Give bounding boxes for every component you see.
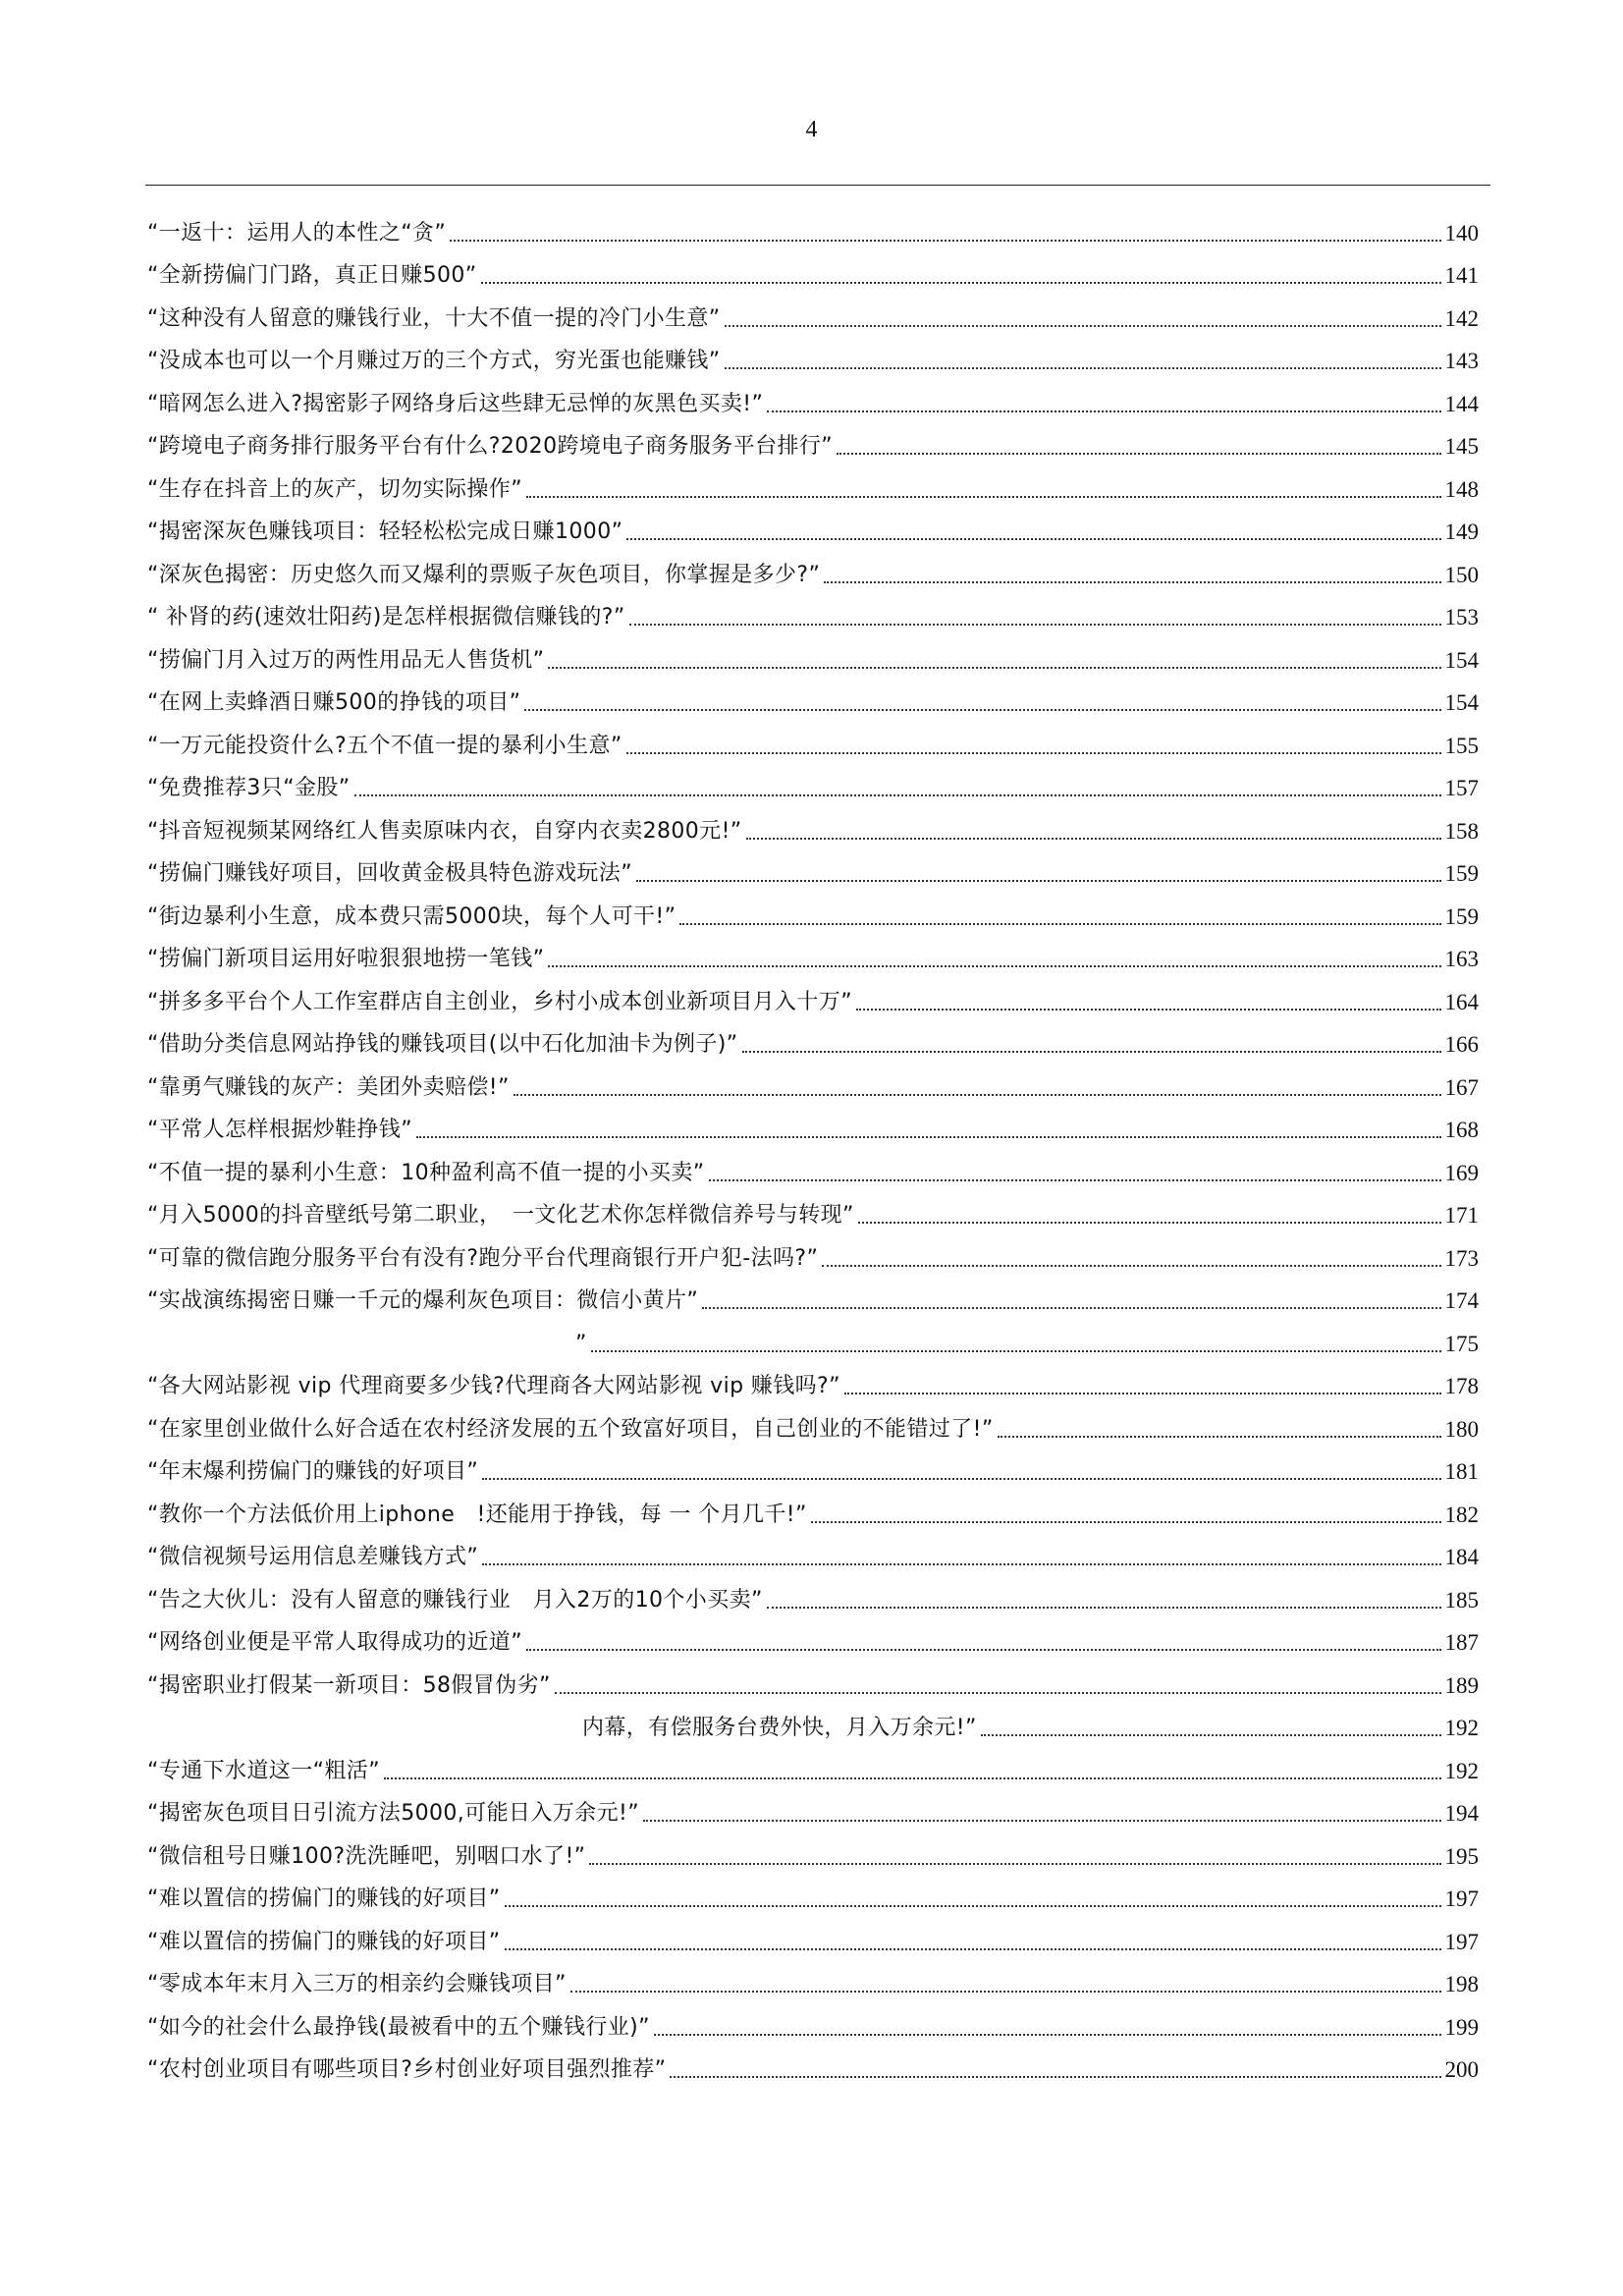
toc-entry-page: 187 xyxy=(1444,1630,1479,1655)
toc-entry[interactable] xyxy=(147,1229,1479,1272)
toc-entry-page: 197 xyxy=(1444,1929,1479,1954)
toc-entry-page: 169 xyxy=(1444,1160,1479,1185)
dot-leader xyxy=(725,325,1441,327)
toc-entry-page: 180 xyxy=(1444,1416,1479,1442)
toc-entry[interactable] xyxy=(147,588,1479,631)
toc-entry[interactable] xyxy=(147,1741,1479,1784)
dot-leader xyxy=(742,1051,1441,1053)
toc-entry-title: “捞偏门新项目运用好啦狠狠地捞一笔钱” xyxy=(147,947,545,971)
toc-entry-page: 173 xyxy=(1444,1245,1479,1271)
dot-leader xyxy=(725,367,1441,369)
page-number: 4 xyxy=(805,117,818,142)
toc-entry[interactable] xyxy=(147,1399,1479,1443)
toc-entry-page: 145 xyxy=(1444,434,1479,459)
dot-leader xyxy=(591,1350,1441,1352)
dot-leader xyxy=(643,1820,1441,1822)
dot-leader xyxy=(824,581,1440,583)
dot-leader xyxy=(416,1136,1441,1138)
toc-entry-page: 140 xyxy=(1444,220,1479,246)
toc-entry-title: “这种没有人留意的赚钱行业，十大不值一提的冷门小生意” xyxy=(147,305,721,331)
toc-entry[interactable] xyxy=(147,1656,1479,1699)
toc-entry[interactable] xyxy=(147,930,1479,973)
toc-entry[interactable] xyxy=(147,1357,1479,1400)
dot-leader xyxy=(526,496,1441,498)
toc-entry-title: “一万元能投资什么?五个不值一提的暴利小生意” xyxy=(147,733,622,758)
toc-entry[interactable] xyxy=(147,460,1479,503)
toc-entry-page: 159 xyxy=(1444,861,1479,886)
toc-entry-page: 168 xyxy=(1444,1118,1479,1142)
dot-leader xyxy=(505,1948,1441,1950)
toc-entry-page: 194 xyxy=(1444,1801,1479,1826)
toc-entry[interactable] xyxy=(147,1570,1479,1613)
dot-leader xyxy=(526,1649,1441,1651)
dot-leader xyxy=(746,838,1441,840)
dot-leader xyxy=(679,923,1440,925)
dot-leader xyxy=(548,965,1440,967)
toc-entry-page: 182 xyxy=(1444,1502,1479,1527)
toc-entry[interactable] xyxy=(147,1870,1479,1913)
toc-entry-title: “农村创业项目有哪些项目?乡村创业好项目强烈推荐” xyxy=(147,2057,667,2082)
toc-entry[interactable] xyxy=(147,1143,1479,1186)
toc-entry-page: 175 xyxy=(1444,1331,1479,1356)
toc-entry-title: “微信租号日赚100?洗洗睡吧，别咽口水了!” xyxy=(147,1843,586,1869)
toc-entry-title: “难以置信的捞偏门的赚钱的好项目” xyxy=(147,1886,501,1911)
toc-entry-title: “可靠的微信跑分服务平台有没有?跑分平台代理商银行开户犯-法吗?” xyxy=(147,1245,819,1271)
toc-entry-title: “网络创业便是平常人取得成功的近道” xyxy=(147,1630,522,1655)
toc-entry[interactable] xyxy=(147,1485,1479,1528)
toc-entry[interactable] xyxy=(147,1058,1479,1101)
toc-entry-page: 144 xyxy=(1444,391,1479,416)
toc-entry-title: “一返十：运用人的本性之“贪” xyxy=(147,220,447,246)
toc-entry-title: “揭密灰色项目日引流方法5000,可能日入万余元!” xyxy=(147,1801,639,1826)
toc-entry[interactable] xyxy=(147,332,1479,375)
table-of-contents xyxy=(147,203,1479,2083)
toc-entry-page: 181 xyxy=(1444,1459,1479,1484)
toc-entry[interactable] xyxy=(147,1827,1479,1870)
toc-entry-page: 164 xyxy=(1444,989,1479,1014)
toc-entry-title: “ 补肾的药(速效壮阳药)是怎样根据微信赚钱的?” xyxy=(147,605,625,629)
dot-leader xyxy=(450,240,1440,242)
toc-entry-title: “教你一个方法低价用上iphone !还能用于挣钱，每 一 个月几千!” xyxy=(147,1502,807,1527)
toc-entry[interactable] xyxy=(147,289,1479,332)
toc-entry-page: 185 xyxy=(1444,1587,1479,1613)
toc-entry-page: 155 xyxy=(1444,733,1479,758)
toc-entry-title: “揭密职业打假某一新项目：58假冒伪劣” xyxy=(147,1672,551,1698)
dot-leader xyxy=(626,752,1441,754)
toc-entry-page: 141 xyxy=(1444,263,1479,288)
dot-leader xyxy=(524,709,1440,711)
toc-entry[interactable] xyxy=(147,374,1479,417)
toc-entry[interactable] xyxy=(147,1528,1479,1571)
toc-entry[interactable] xyxy=(147,887,1479,930)
toc-entry-title: “深灰色揭密：历史悠久而又爆利的票贩子灰色项目，你掌握是多少?” xyxy=(147,562,821,587)
header-rule xyxy=(145,185,1490,186)
toc-entry[interactable] xyxy=(147,1784,1479,1828)
toc-entry[interactable] xyxy=(147,1912,1479,1955)
toc-entry-title: “难以置信的捞偏门的赚钱的好项目” xyxy=(147,1929,501,1954)
dot-leader xyxy=(837,453,1440,455)
toc-entry[interactable] xyxy=(147,1997,1479,2041)
toc-entry-page: 200 xyxy=(1444,2057,1479,2082)
dot-leader xyxy=(998,1436,1441,1438)
toc-entry-title: “拼多多平台个人工作室群店自主创业，乡村小成本创业新项目月入十万” xyxy=(147,989,852,1014)
toc-entry-page: 157 xyxy=(1444,776,1479,800)
dot-leader xyxy=(555,1692,1441,1694)
toc-entry-title: “街边暴利小生意，成本费只需5000块，每个人可干!” xyxy=(147,903,676,929)
toc-entry[interactable] xyxy=(147,1015,1479,1059)
dot-leader xyxy=(811,1521,1441,1523)
toc-entry-page: 163 xyxy=(1444,947,1479,971)
toc-entry-page: 192 xyxy=(1444,1716,1479,1740)
toc-entry[interactable] xyxy=(147,1186,1479,1230)
toc-entry-page: 192 xyxy=(1444,1758,1479,1783)
dot-leader xyxy=(844,1393,1441,1394)
toc-entry-page: 167 xyxy=(1444,1074,1479,1100)
toc-entry-title: “抖音短视频某网络红人售卖原味内衣，自穿内衣卖2800元!” xyxy=(147,818,742,844)
dot-leader xyxy=(858,1222,1441,1224)
toc-entry-title: “微信视频号运用信息差赚钱方式” xyxy=(147,1545,479,1569)
toc-entry[interactable] xyxy=(147,845,1479,888)
dot-leader xyxy=(629,624,1441,626)
toc-entry-title: “实战演练揭密日赚一千元的爆利灰色项目：微信小黄片” xyxy=(147,1288,699,1313)
toc-entry-page: 154 xyxy=(1444,690,1479,715)
toc-entry[interactable] xyxy=(147,1443,1479,1486)
toc-entry-title: “全新捞偏门门路，真正日赚500” xyxy=(147,263,477,288)
toc-entry-page: 154 xyxy=(1444,647,1479,673)
dot-leader xyxy=(767,410,1440,412)
dot-leader xyxy=(702,1307,1440,1309)
toc-entry[interactable] xyxy=(147,801,1479,845)
toc-entry-title: “捞偏门月入过万的两性用品无人售货机” xyxy=(147,647,545,673)
toc-entry[interactable] xyxy=(147,203,1479,246)
dot-leader xyxy=(482,1563,1440,1565)
dot-leader xyxy=(482,1478,1440,1480)
toc-entry[interactable] xyxy=(147,759,1479,802)
dot-leader xyxy=(981,1734,1441,1736)
toc-entry[interactable] xyxy=(147,1613,1479,1657)
dot-leader xyxy=(384,1777,1441,1779)
toc-entry-title: “免费推荐3只“金股” xyxy=(147,776,351,800)
dot-leader xyxy=(654,2034,1441,2036)
toc-entry[interactable] xyxy=(147,1272,1479,1315)
toc-entry-page: 195 xyxy=(1444,1843,1479,1869)
dot-leader xyxy=(709,1179,1441,1181)
dot-leader xyxy=(505,1905,1441,1907)
toc-entry[interactable] xyxy=(147,2041,1479,2084)
dot-leader xyxy=(354,794,1441,796)
toc-entry-page: 197 xyxy=(1444,1886,1479,1911)
toc-entry[interactable] xyxy=(147,674,1479,717)
toc-entry[interactable] xyxy=(147,972,1479,1015)
toc-entry[interactable] xyxy=(147,417,1479,461)
toc-entry-title: ” xyxy=(575,1331,587,1356)
toc-entry-title: “零成本年末月入三万的相亲约会赚钱项目” xyxy=(147,1972,567,1996)
toc-entry-page: 143 xyxy=(1444,349,1479,373)
toc-entry-page: 153 xyxy=(1444,605,1479,629)
toc-entry-title: “在网上卖蜂酒日赚500的挣钱的项目” xyxy=(147,690,521,715)
toc-entry-title: “不值一提的暴利小生意：10种盈利高不值一提的小买卖” xyxy=(147,1160,705,1185)
dot-leader xyxy=(548,667,1440,669)
toc-entry[interactable] xyxy=(147,716,1479,759)
toc-entry-title: “年末爆利捞偏门的赚钱的好项目” xyxy=(147,1459,479,1484)
toc-entry-title: “暗网怎么进入?揭密影子网络身后这些肆无忌惮的灰黑色买卖!” xyxy=(147,391,764,416)
dot-leader xyxy=(636,880,1441,882)
toc-entry-title: “生存在抖音上的灰产，切勿实际操作” xyxy=(147,476,522,502)
toc-entry-page: 159 xyxy=(1444,903,1479,929)
toc-entry-page: 184 xyxy=(1444,1545,1479,1569)
toc-entry[interactable] xyxy=(147,630,1479,674)
toc-entry-page: 198 xyxy=(1444,1972,1479,1996)
dot-leader xyxy=(767,1607,1441,1609)
toc-entry-page: 158 xyxy=(1444,818,1479,844)
toc-entry-page: 199 xyxy=(1444,2014,1479,2040)
toc-entry-title: “捞偏门赚钱好项目，回收黄金极具特色游戏玩法” xyxy=(147,861,632,886)
toc-entry-title: “在家里创业做什么好合适在农村经济发展的五个致富好项目，自己创业的不能错过了!” xyxy=(147,1416,994,1442)
dot-leader xyxy=(670,2076,1440,2078)
dot-leader xyxy=(626,538,1440,540)
dot-leader xyxy=(856,1009,1441,1011)
toc-entry[interactable] xyxy=(147,503,1479,546)
toc-entry[interactable] xyxy=(147,1101,1479,1144)
toc-entry[interactable] xyxy=(147,1699,1479,1742)
toc-entry-page: 174 xyxy=(1444,1288,1479,1313)
toc-entry[interactable] xyxy=(147,1955,1479,1998)
toc-entry-title: “各大网站影视 vip 代理商要多少钱?代理商各大网站影视 vip 赚钱吗?” xyxy=(147,1374,840,1398)
toc-entry-page: 148 xyxy=(1444,476,1479,502)
toc-entry-title: “告之大伙儿：没有人留意的赚钱行业 月入2万的10个小买卖” xyxy=(147,1587,763,1613)
dot-leader xyxy=(481,282,1441,284)
toc-entry-title: “没成本也可以一个月赚过万的三个方式，穷光蛋也能赚钱” xyxy=(147,349,721,373)
toc-entry-title: “平常人怎样根据炒鞋挣钱” xyxy=(147,1118,412,1142)
toc-entry-title: “靠勇气赚钱的灰产：美团外卖赔偿!” xyxy=(147,1074,510,1100)
toc-entry-page: 171 xyxy=(1444,1203,1479,1228)
dot-leader xyxy=(822,1265,1440,1267)
toc-entry-title: “如今的社会什么最挣钱(最被看中的五个赚钱行业)” xyxy=(147,2014,650,2040)
toc-entry-title: 内幕，有偿服务台费外快，月入万余元!” xyxy=(582,1716,977,1740)
dot-leader xyxy=(514,1094,1441,1096)
toc-entry-title: “跨境电子商务排行服务平台有什么?2020跨境电子商务服务平台排行” xyxy=(147,434,834,459)
toc-entry-page: 150 xyxy=(1444,562,1479,587)
toc-entry-page: 142 xyxy=(1444,305,1479,331)
toc-entry-title: “揭密深灰色赚钱项目：轻轻松松完成日赚1000” xyxy=(147,519,623,544)
toc-entry-page: 149 xyxy=(1444,519,1479,544)
toc-entry-page: 166 xyxy=(1444,1032,1479,1057)
toc-entry-page: 178 xyxy=(1444,1374,1479,1398)
toc-entry-title: “专通下水道这一“粗活” xyxy=(147,1758,380,1783)
toc-entry-page: 189 xyxy=(1444,1672,1479,1698)
toc-entry[interactable] xyxy=(147,545,1479,588)
dot-leader xyxy=(589,1863,1440,1865)
toc-entry[interactable] xyxy=(147,1314,1479,1357)
toc-entry-title: “借助分类信息网站挣钱的赚钱项目(以中石化加油卡为例子)” xyxy=(147,1032,738,1057)
toc-entry[interactable] xyxy=(147,246,1479,290)
dot-leader xyxy=(570,1991,1441,1993)
toc-entry-title: “月入5000的抖音壁纸号第二职业， 一文化艺术你怎样微信养号与转现” xyxy=(147,1203,854,1228)
